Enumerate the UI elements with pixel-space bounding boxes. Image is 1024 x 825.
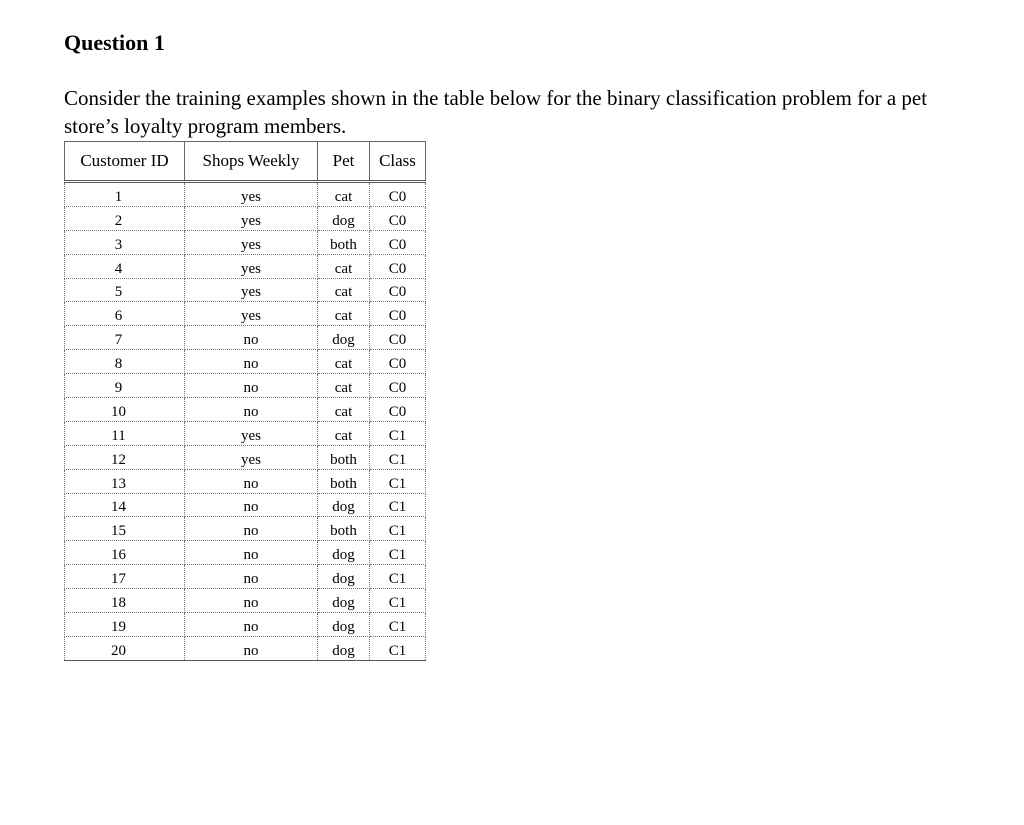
pet-cell: dog: [318, 613, 370, 637]
pet-cell: cat: [318, 398, 370, 422]
customer-id-cell: 9: [65, 374, 185, 398]
class-cell: C0: [370, 398, 426, 422]
pet-cell: cat: [318, 254, 370, 278]
pet-cell: both: [318, 445, 370, 469]
header-class: Class: [370, 142, 426, 182]
table-row: [65, 469, 426, 493]
class-cell: C1: [370, 493, 426, 517]
customer-id-cell: 16: [65, 541, 185, 565]
table-row: [65, 302, 426, 326]
shops-weekly-cell: no: [185, 565, 318, 589]
pet-cell: dog: [318, 541, 370, 565]
shops-weekly-cell: no: [185, 469, 318, 493]
customer-id-cell: 19: [65, 613, 185, 637]
class-cell: C1: [370, 636, 426, 660]
pet-cell: cat: [318, 374, 370, 398]
shops-weekly-cell: yes: [185, 445, 318, 469]
pet-cell: dog: [318, 565, 370, 589]
pet-cell: dog: [318, 326, 370, 350]
table-row: [65, 182, 426, 207]
customer-id-cell: 12: [65, 445, 185, 469]
customer-id-cell: 17: [65, 565, 185, 589]
question-title: Question 1: [64, 30, 165, 55]
training-examples-table: [64, 141, 426, 661]
pet-cell: cat: [318, 278, 370, 302]
shops-weekly-cell: yes: [185, 302, 318, 326]
customer-id-cell: 18: [65, 589, 185, 613]
class-cell: C1: [370, 541, 426, 565]
customer-id-cell: 15: [65, 517, 185, 541]
class-cell: C0: [370, 374, 426, 398]
customer-id-cell: 14: [65, 493, 185, 517]
header-pet: Pet: [318, 142, 370, 182]
customer-id-cell: 5: [65, 278, 185, 302]
header-shops-weekly: Shops Weekly: [185, 142, 318, 182]
table-row: [65, 565, 426, 589]
class-cell: C1: [370, 517, 426, 541]
class-cell: C1: [370, 565, 426, 589]
customer-id-cell: 7: [65, 326, 185, 350]
table-row: [65, 398, 426, 422]
shops-weekly-cell: no: [185, 350, 318, 374]
shops-weekly-cell: no: [185, 374, 318, 398]
pet-cell: dog: [318, 589, 370, 613]
table-row: [65, 517, 426, 541]
shops-weekly-cell: yes: [185, 254, 318, 278]
class-cell: C1: [370, 469, 426, 493]
table-row: [65, 541, 426, 565]
pet-cell: both: [318, 469, 370, 493]
pet-cell: both: [318, 230, 370, 254]
customer-id-cell: 4: [65, 254, 185, 278]
table-body: [65, 182, 426, 661]
customer-id-cell: 10: [65, 398, 185, 422]
shops-weekly-cell: no: [185, 517, 318, 541]
shops-weekly-cell: no: [185, 541, 318, 565]
table-row: [65, 254, 426, 278]
class-cell: C0: [370, 350, 426, 374]
table-row: [65, 421, 426, 445]
shops-weekly-cell: yes: [185, 206, 318, 230]
shops-weekly-cell: no: [185, 398, 318, 422]
pet-cell: cat: [318, 421, 370, 445]
shops-weekly-cell: yes: [185, 278, 318, 302]
table-row: [65, 374, 426, 398]
class-cell: C0: [370, 302, 426, 326]
customer-id-cell: 1: [65, 182, 185, 207]
class-cell: C1: [370, 445, 426, 469]
shops-weekly-cell: yes: [185, 182, 318, 207]
table-row: [65, 230, 426, 254]
customer-id-cell: 6: [65, 302, 185, 326]
class-cell: C0: [370, 326, 426, 350]
customer-id-cell: 3: [65, 230, 185, 254]
class-cell: C0: [370, 230, 426, 254]
customer-id-cell: 13: [65, 469, 185, 493]
customer-id-cell: 8: [65, 350, 185, 374]
customer-id-cell: 11: [65, 421, 185, 445]
pet-cell: dog: [318, 206, 370, 230]
class-cell: C1: [370, 589, 426, 613]
pet-cell: both: [318, 517, 370, 541]
table-row: [65, 493, 426, 517]
shops-weekly-cell: no: [185, 589, 318, 613]
table-row: [65, 206, 426, 230]
table-row: [65, 326, 426, 350]
shops-weekly-cell: no: [185, 326, 318, 350]
pet-cell: dog: [318, 636, 370, 660]
class-cell: C0: [370, 254, 426, 278]
table-row: [65, 589, 426, 613]
table-row: [65, 350, 426, 374]
shops-weekly-cell: yes: [185, 230, 318, 254]
table-row: [65, 636, 426, 660]
table-header: [65, 142, 426, 182]
class-cell: C0: [370, 278, 426, 302]
customer-id-cell: 20: [65, 636, 185, 660]
pet-cell: cat: [318, 302, 370, 326]
header-customer-id: Customer ID: [65, 142, 185, 182]
table-row: [65, 445, 426, 469]
class-cell: C1: [370, 421, 426, 445]
question-intro: Consider the training examples shown in the table below for the binary classification problem for a pet store’s loyalty program members.: [64, 86, 928, 138]
pet-cell: cat: [318, 182, 370, 207]
header-row: [65, 142, 426, 182]
table-row: [65, 278, 426, 302]
customer-id-cell: 2: [65, 206, 185, 230]
shops-weekly-cell: no: [185, 493, 318, 517]
shops-weekly-cell: yes: [185, 421, 318, 445]
pet-cell: dog: [318, 493, 370, 517]
class-cell: C1: [370, 613, 426, 637]
class-cell: C0: [370, 206, 426, 230]
shops-weekly-cell: no: [185, 613, 318, 637]
pet-cell: cat: [318, 350, 370, 374]
shops-weekly-cell: no: [185, 636, 318, 660]
table-row: [65, 613, 426, 637]
class-cell: C0: [370, 182, 426, 207]
